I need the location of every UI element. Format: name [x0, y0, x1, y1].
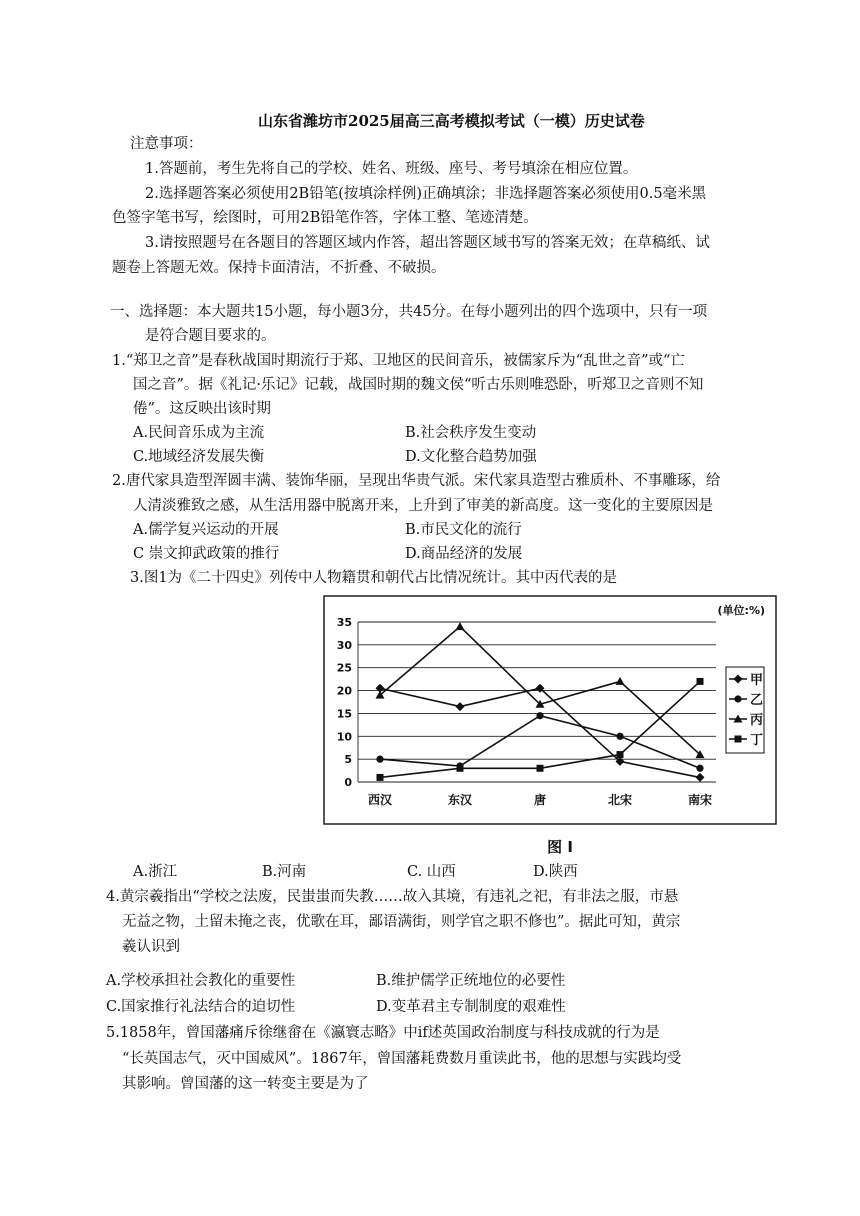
- option-b[interactable]: B.河南: [262, 864, 307, 880]
- question-5-stem: “长英国志气，灭中国威风”。1867年，曾国藩耗费数月重读此书，他的思想与实践均受: [122, 1051, 682, 1067]
- data-point: [456, 622, 465, 630]
- question-2-stem: 人清淡雅致之感，从生活用器中脱离开来，上升到了审美的新高度。这一变化的主要原因是: [133, 498, 713, 514]
- legend-label: 乙: [750, 693, 764, 708]
- option-d[interactable]: D.变革君主专制制度的艰难性: [376, 999, 566, 1015]
- legend-marker: [734, 695, 741, 702]
- question-1-stem: 国之音”。据《礼记·乐记》记载，战国时期的魏文侯“听古乐则唯恐卧，听郑卫之音则不知: [133, 377, 704, 393]
- x-tick-label: 西汉: [367, 793, 393, 807]
- option-c[interactable]: C. 山西: [407, 864, 456, 880]
- data-point: [696, 773, 705, 782]
- question-5-stem: 其影响。曾国藩的这一转变主要是为了: [122, 1076, 369, 1092]
- option-b[interactable]: B.社会秩序发生变动: [405, 425, 537, 441]
- legend-marker: [735, 736, 742, 743]
- question-1-stem: 倦”。这反映出该时期: [133, 401, 271, 417]
- option-d[interactable]: D.陕西: [533, 864, 578, 880]
- data-point: [617, 751, 624, 758]
- data-point: [376, 756, 383, 763]
- data-point: [696, 765, 703, 772]
- x-tick-label: 唐: [533, 793, 547, 807]
- data-point: [536, 712, 543, 719]
- notice-item: 色签字笔书写，绘图时，可用2B铅笔作答，字体工整、笔迹清楚。: [112, 210, 538, 226]
- option-a[interactable]: A.学校承担社会教化的重要性: [106, 973, 296, 989]
- data-point: [697, 678, 704, 685]
- y-tick-label: 15: [336, 707, 352, 721]
- option-a[interactable]: A.浙江: [133, 864, 178, 880]
- question-4-stem: 无益之物，土留未掩之丧，优歌在耳，鄙语满街，则学官之职不修也”。据此可知，黄宗: [122, 914, 681, 930]
- option-d[interactable]: D.文化整合趋势加强: [405, 449, 537, 465]
- data-point: [616, 677, 625, 685]
- data-point: [537, 765, 544, 772]
- data-point: [377, 774, 384, 781]
- x-tick-label: 南宋: [687, 793, 713, 807]
- option-d[interactable]: D.商品经济的发展: [405, 546, 523, 562]
- option-c[interactable]: C.国家推行礼法结合的迫切性: [106, 999, 296, 1015]
- question-4-stem: 羲认识到: [122, 939, 180, 955]
- page-title: 山东省潍坊市2025届高三高考模拟考试（一模）历史试卷: [258, 112, 645, 130]
- y-tick-label: 35: [336, 616, 352, 629]
- notice-item: 3.请按照题号在各题目的答题区域内作答，超出答题区域书写的答案无效；在草稿纸、试: [145, 235, 710, 251]
- y-tick-label: 30: [336, 638, 352, 652]
- x-tick-label: 东汉: [447, 793, 473, 807]
- y-tick-label: 25: [336, 661, 352, 675]
- section-heading: 一、选择题：本大题共15小题，每小题3分，共45分。在每小题列出的四个选项中，只有一项: [110, 304, 708, 320]
- figure-1-chart: [320, 592, 780, 862]
- legend-label: 甲: [750, 673, 764, 688]
- x-tick-label: 北宋: [607, 793, 633, 807]
- notice-item: 题卷上答题无效。保持卡面清洁，不折叠、不破损。: [112, 260, 446, 276]
- y-tick-label: 10: [336, 730, 352, 744]
- legend-label: 丙: [750, 713, 764, 728]
- y-tick-label: 5: [344, 753, 352, 767]
- chart-frame: [324, 596, 776, 824]
- question-4-stem: 4.黄宗羲指出“学校之法废，民蚩蚩而失教……故入其境，有违礼之祀，有非法之服，市悬: [106, 889, 679, 905]
- y-tick-label: 0: [344, 776, 352, 789]
- option-c[interactable]: C 崇文抑武政策的推行: [133, 546, 280, 562]
- data-point: [456, 702, 465, 711]
- section-heading-cont: 是符合题目要求的。: [145, 328, 276, 344]
- notice-heading: 注意事项：: [130, 136, 203, 152]
- option-c[interactable]: C.地域经济发展失衡: [133, 449, 265, 465]
- option-b[interactable]: B.维护儒学正统地位的必要性: [376, 973, 566, 989]
- option-b[interactable]: B.市民文化的流行: [405, 522, 522, 538]
- data-point: [616, 733, 623, 740]
- legend-label: 丁: [750, 733, 764, 748]
- question-2-stem: 2.唐代家具造型浑圆丰满、装饰华丽，呈现出华贵气派。宋代家具造型古雅质朴、不事雕琢，给: [112, 473, 721, 489]
- option-a[interactable]: A.儒学复兴运动的开展: [133, 522, 279, 538]
- question-1-stem: 1.“郑卫之音”是春秋战国时期流行于郑、卫地区的民间音乐，被儒家斥为“乱世之音”或“亡: [112, 353, 685, 369]
- series-line: [380, 716, 700, 769]
- figure-caption: 图 I: [547, 838, 573, 856]
- question-5-stem: 5.1858年，曾国藩痛斥徐继畲在《瀛寰志略》中if述英国政治制度与科技成就的行为是: [106, 1025, 660, 1041]
- notice-item: 2.选择题答案必须使用2B铅笔(按填涂样例)正确填涂；非选择题答案必须使用0.5毫米黑: [145, 186, 707, 202]
- notice-item: 1.答题前，考生先将自己的学校、姓名、班级、座号、考号填涂在相应位置。: [145, 161, 638, 177]
- y-tick-label: 20: [336, 684, 352, 698]
- unit-label: (单位:%): [717, 604, 765, 617]
- question-3-stem: 3.图1为《二十四史》列传中人物籍贯和朝代占比情况统计。其中丙代表的是: [130, 570, 618, 586]
- data-point: [457, 765, 464, 772]
- option-a[interactable]: A.民间音乐成为主流: [133, 425, 265, 441]
